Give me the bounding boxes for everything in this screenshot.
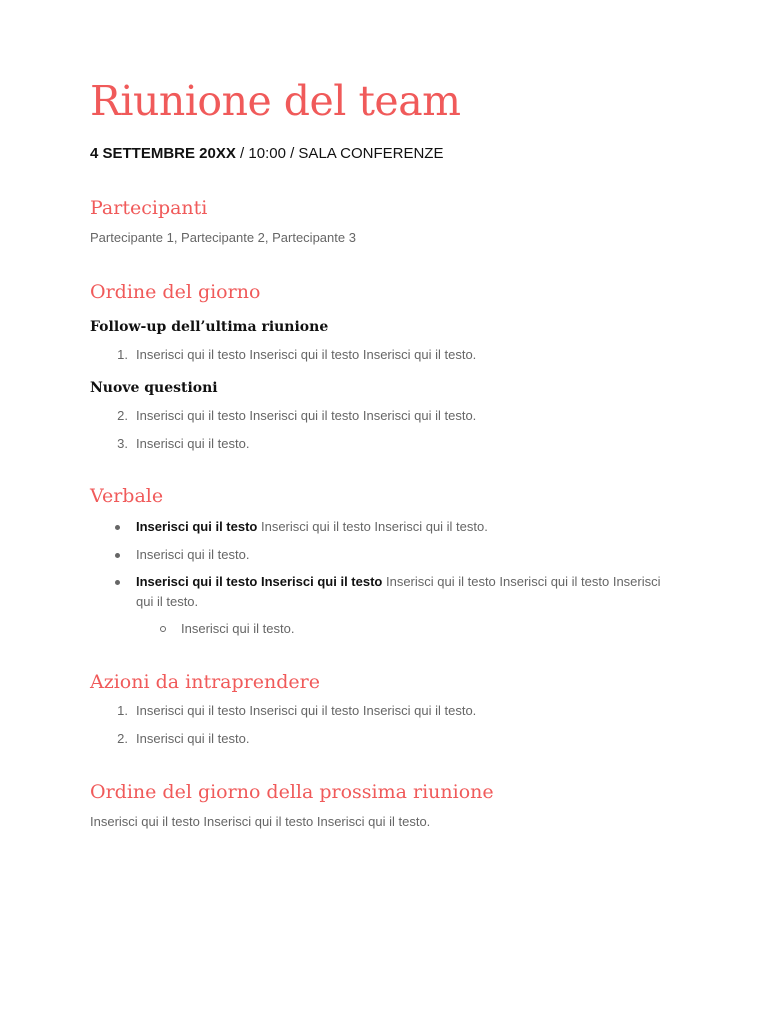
list-item-text: Inserisci qui il testo. (136, 436, 250, 451)
minutes-list-item (136, 545, 676, 565)
document-title: Riunione del team (90, 77, 461, 125)
list-number: 1. (117, 703, 128, 718)
meeting-meta (90, 144, 443, 164)
agenda-list-item (117, 434, 676, 454)
minutes-list-item (136, 572, 676, 612)
bullet-icon (115, 525, 120, 530)
list-item-text: Inserisci qui il testo Inserisci qui il testo Inserisci qui il testo. (136, 408, 477, 423)
list-item-text: Inserisci qui il testo Inserisci qui il testo. (257, 519, 488, 534)
list-item-bold-text: Inserisci qui il testo (136, 519, 258, 534)
followup-heading: Follow-up dell’ultima riunione (90, 319, 329, 335)
agenda-list-item (117, 345, 676, 365)
minutes-sub-list-item (181, 619, 661, 639)
minutes-list-item (136, 517, 676, 537)
minutes-heading: Verbale (90, 485, 164, 507)
hollow-bullet-icon (160, 626, 166, 632)
meeting-date: 4 SETTEMBRE 20XX (90, 145, 236, 162)
list-number: 3. (117, 436, 128, 451)
list-number: 2. (117, 408, 128, 423)
list-item-text: Inserisci qui il testo. (136, 731, 250, 746)
list-item-text: Inserisci qui il testo Inserisci qui il testo Inserisci qui il testo. (136, 347, 477, 362)
list-item-text: Inserisci qui il testo Inserisci qui il testo Inserisci qui il testo. (136, 703, 477, 718)
meeting-time-location: / 10:00 / SALA CONFERENZE (235, 145, 444, 162)
list-item-bold-text: Inserisci qui il testo Inserisci qui il testo (136, 574, 383, 589)
next-meeting-text: Inserisci qui il testo Inserisci qui il testo Inserisci qui il testo. (90, 814, 431, 829)
actions-heading: Azioni da intraprendere (90, 671, 320, 693)
list-number: 2. (117, 731, 128, 746)
bullet-icon (115, 580, 120, 585)
list-item-text: Inserisci qui il testo Inserisci qui il testo Inserisci qui il testo. (136, 574, 661, 609)
agenda-list-item (117, 406, 676, 426)
agenda-heading: Ordine del giorno (90, 281, 261, 303)
list-item-text: Inserisci qui il testo. (136, 547, 250, 562)
participants-heading: Partecipanti (90, 197, 208, 219)
actions-list-item (117, 729, 676, 749)
list-item-text: Inserisci qui il testo. (181, 621, 295, 636)
participants-list: Partecipante 1, Partecipante 2, Partecipante 3 (90, 230, 356, 245)
next-meeting-heading: Ordine del giorno della prossima riunione (90, 781, 494, 803)
actions-list-item (117, 701, 676, 721)
list-number: 1. (117, 347, 128, 362)
bullet-icon (115, 553, 120, 558)
new-issues-heading: Nuove questioni (90, 380, 218, 396)
